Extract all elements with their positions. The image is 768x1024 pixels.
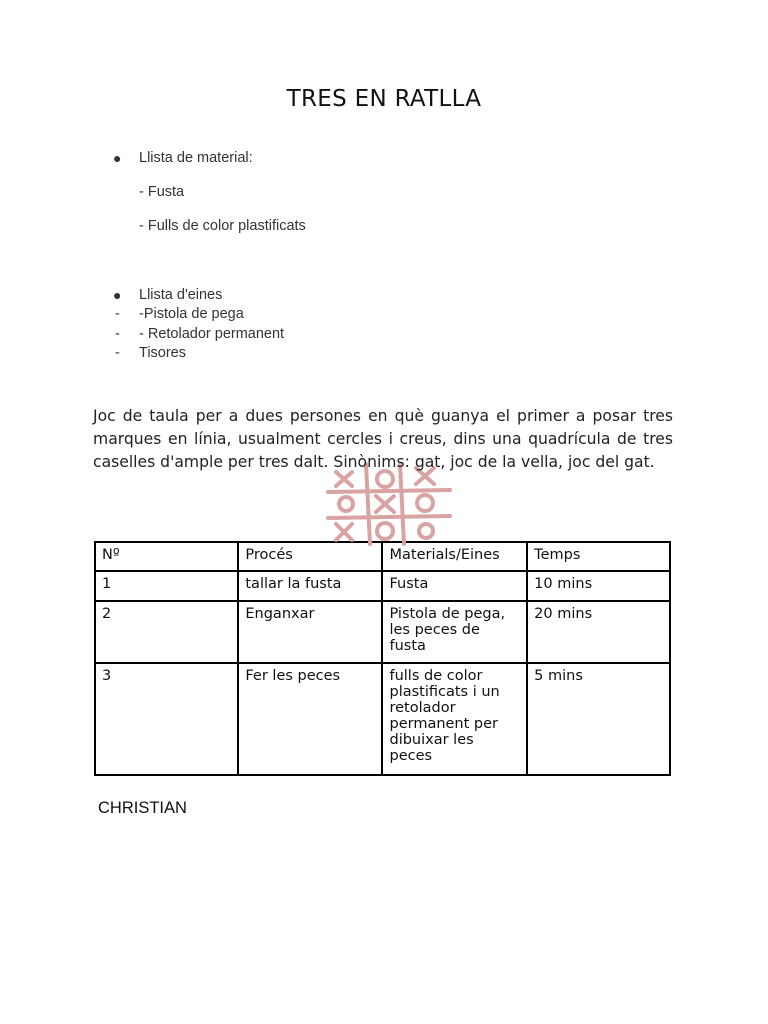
table-cell: tallar la fusta [238, 571, 382, 601]
author-name: CHRISTIAN [98, 799, 187, 817]
tic-tac-toe-icon [322, 460, 458, 548]
materials-list [113, 148, 306, 236]
process-table [94, 541, 671, 776]
tool-item-label: -Pistola de pega [139, 306, 244, 322]
material-item: - Fusta [139, 184, 185, 200]
table-cell: Pistola de pega, les peces de fusta [382, 601, 527, 663]
tool-item [113, 305, 284, 325]
tools-heading-row [113, 285, 284, 305]
dash-marker: - [115, 345, 120, 361]
header-cell: Procés [238, 542, 382, 571]
table-row [95, 571, 670, 601]
materials-heading: Llista de material: [139, 150, 253, 166]
tool-item-label: Tisores [139, 345, 186, 361]
tool-item-label: - Retolador permanent [139, 325, 285, 342]
materials-heading-row [113, 148, 306, 168]
header-cell: Nº [95, 542, 238, 571]
table-cell: 10 mins [527, 571, 670, 601]
table-row [95, 663, 670, 775]
table-cell: 3 [95, 663, 238, 775]
header-cell: Temps [527, 542, 670, 571]
table-cell: 20 mins [527, 601, 670, 663]
bullet-icon: ● [113, 150, 122, 166]
tool-item [113, 344, 284, 364]
table-cell: 2 [95, 601, 238, 663]
tools-heading: Llista d'eines [139, 287, 223, 303]
table-cell: Fer les peces [238, 663, 382, 775]
table-cell: Fusta [382, 571, 527, 601]
table-cell: 5 mins [527, 663, 670, 775]
header-cell: Materials/Eines [382, 542, 527, 571]
document-title: TRES EN RATLLA [286, 86, 482, 112]
table-row [95, 601, 670, 663]
table-cell: 1 [95, 571, 238, 601]
table-cell: fulls de color plastificats i un retolador permanent per dibuixar les peces [382, 663, 527, 775]
tools-list [113, 285, 284, 364]
dash-marker: - [115, 306, 120, 322]
dash-marker: - [115, 325, 120, 342]
material-item: - Fulls de color plastificats [139, 218, 306, 234]
tool-item [113, 325, 284, 345]
description-text: Joc de taula per a dues persones en què guanya el primer a posar tres marques en línia, usualment cercles i creus, dins una quadrícula de tres caselles d'ample per tres dalt. Sinònims: gat, joc de la vella, joc del gat. [93, 407, 673, 471]
bullet-icon: ● [113, 287, 122, 303]
description-paragraph [93, 405, 673, 474]
table-cell: Enganxar [238, 601, 382, 663]
